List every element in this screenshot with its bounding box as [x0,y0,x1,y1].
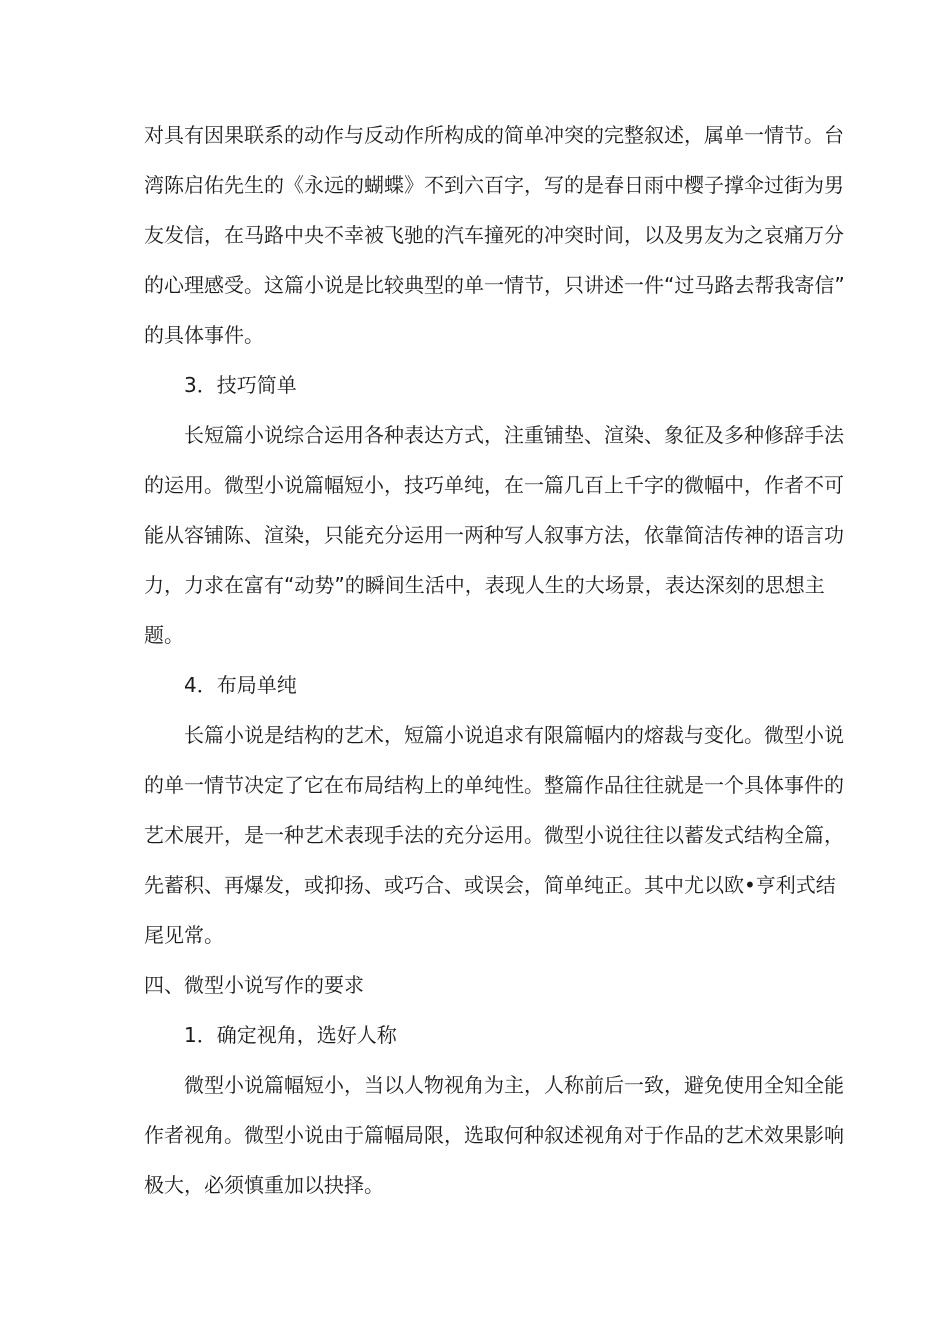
section-heading-technique [144,360,808,410]
paragraph-technique [144,410,844,660]
text-line: 长短篇小说综合运用各种表达方式，注重铺垫、渲染、象征及多种修辞手法 [184,423,844,447]
chapter-heading-requirements [144,960,808,1010]
text-line: 的心理感受。这篇小说是比较典型的单一情节，只讲述一件“过马路去帮我寄信” [144,273,845,297]
text-line: 艺术展开，是一种艺术表现手法的充分运用。微型小说往往以蓄发式结构全篇， [144,823,844,847]
document-page [144,110,845,1210]
heading-text: 1．确定视角，选好人称 [184,1023,397,1047]
paragraph-single-plot-continued [144,110,845,360]
text-line: 湾陈启佑先生的《永远的蝴蝶》不到六百字，写的是春日雨中樱子撑伞过街为男 [144,173,844,197]
text-line: 能从容铺陈、渲染，只能充分运用一两种写人叙事方法，依靠简洁传神的语言功 [144,523,844,547]
text-line: 长篇小说是结构的艺术，短篇小说追求有限篇幅内的熔裁与变化。微型小说 [184,723,844,747]
text-line: 作者视角。微型小说由于篇幅局限，选取何种叙述视角对于作品的艺术效果影响 [144,1123,844,1147]
text-line: 尾见常。 [144,923,224,947]
heading-text: 4．布局单纯 [184,673,297,697]
text-line: 友发信，在马路中央不幸被飞驰的汽车撞死的冲突时间，以及男友为之哀痛万分 [144,223,844,247]
section-heading-perspective [144,1010,808,1060]
paragraph-perspective [144,1060,844,1210]
section-heading-layout [144,660,808,710]
text-line: 先蓄积、再爆发，或抑扬、或巧合、或误会，简单纯正。其中尤以欧•亨利式结 [144,873,836,897]
text-line: 微型小说篇幅短小，当以人物视角为主，人称前后一致，避免使用全知全能 [184,1073,844,1097]
heading-text: 3．技巧简单 [184,373,297,397]
text-line: 极大，必须慎重加以抉择。 [144,1173,384,1197]
text-line: 的运用。微型小说篇幅短小，技巧单纯，在一篇几百上千字的微幅中，作者不可 [144,473,844,497]
text-line: 的单一情节决定了它在布局结构上的单纯性。整篇作品往往就是一个具体事件的 [144,773,844,797]
text-line: 题。 [144,623,184,647]
heading-text: 四、微型小说写作的要求 [144,973,364,997]
text-line: 的具体事件。 [144,323,264,347]
text-line: 力，力求在富有“动势”的瞬间生活中，表现人生的大场景，表达深刻的思想主 [144,573,825,597]
text-line: 对具有因果联系的动作与反动作所构成的简单冲突的完整叙述，属单一情节。台 [144,123,844,147]
paragraph-layout [144,710,844,960]
